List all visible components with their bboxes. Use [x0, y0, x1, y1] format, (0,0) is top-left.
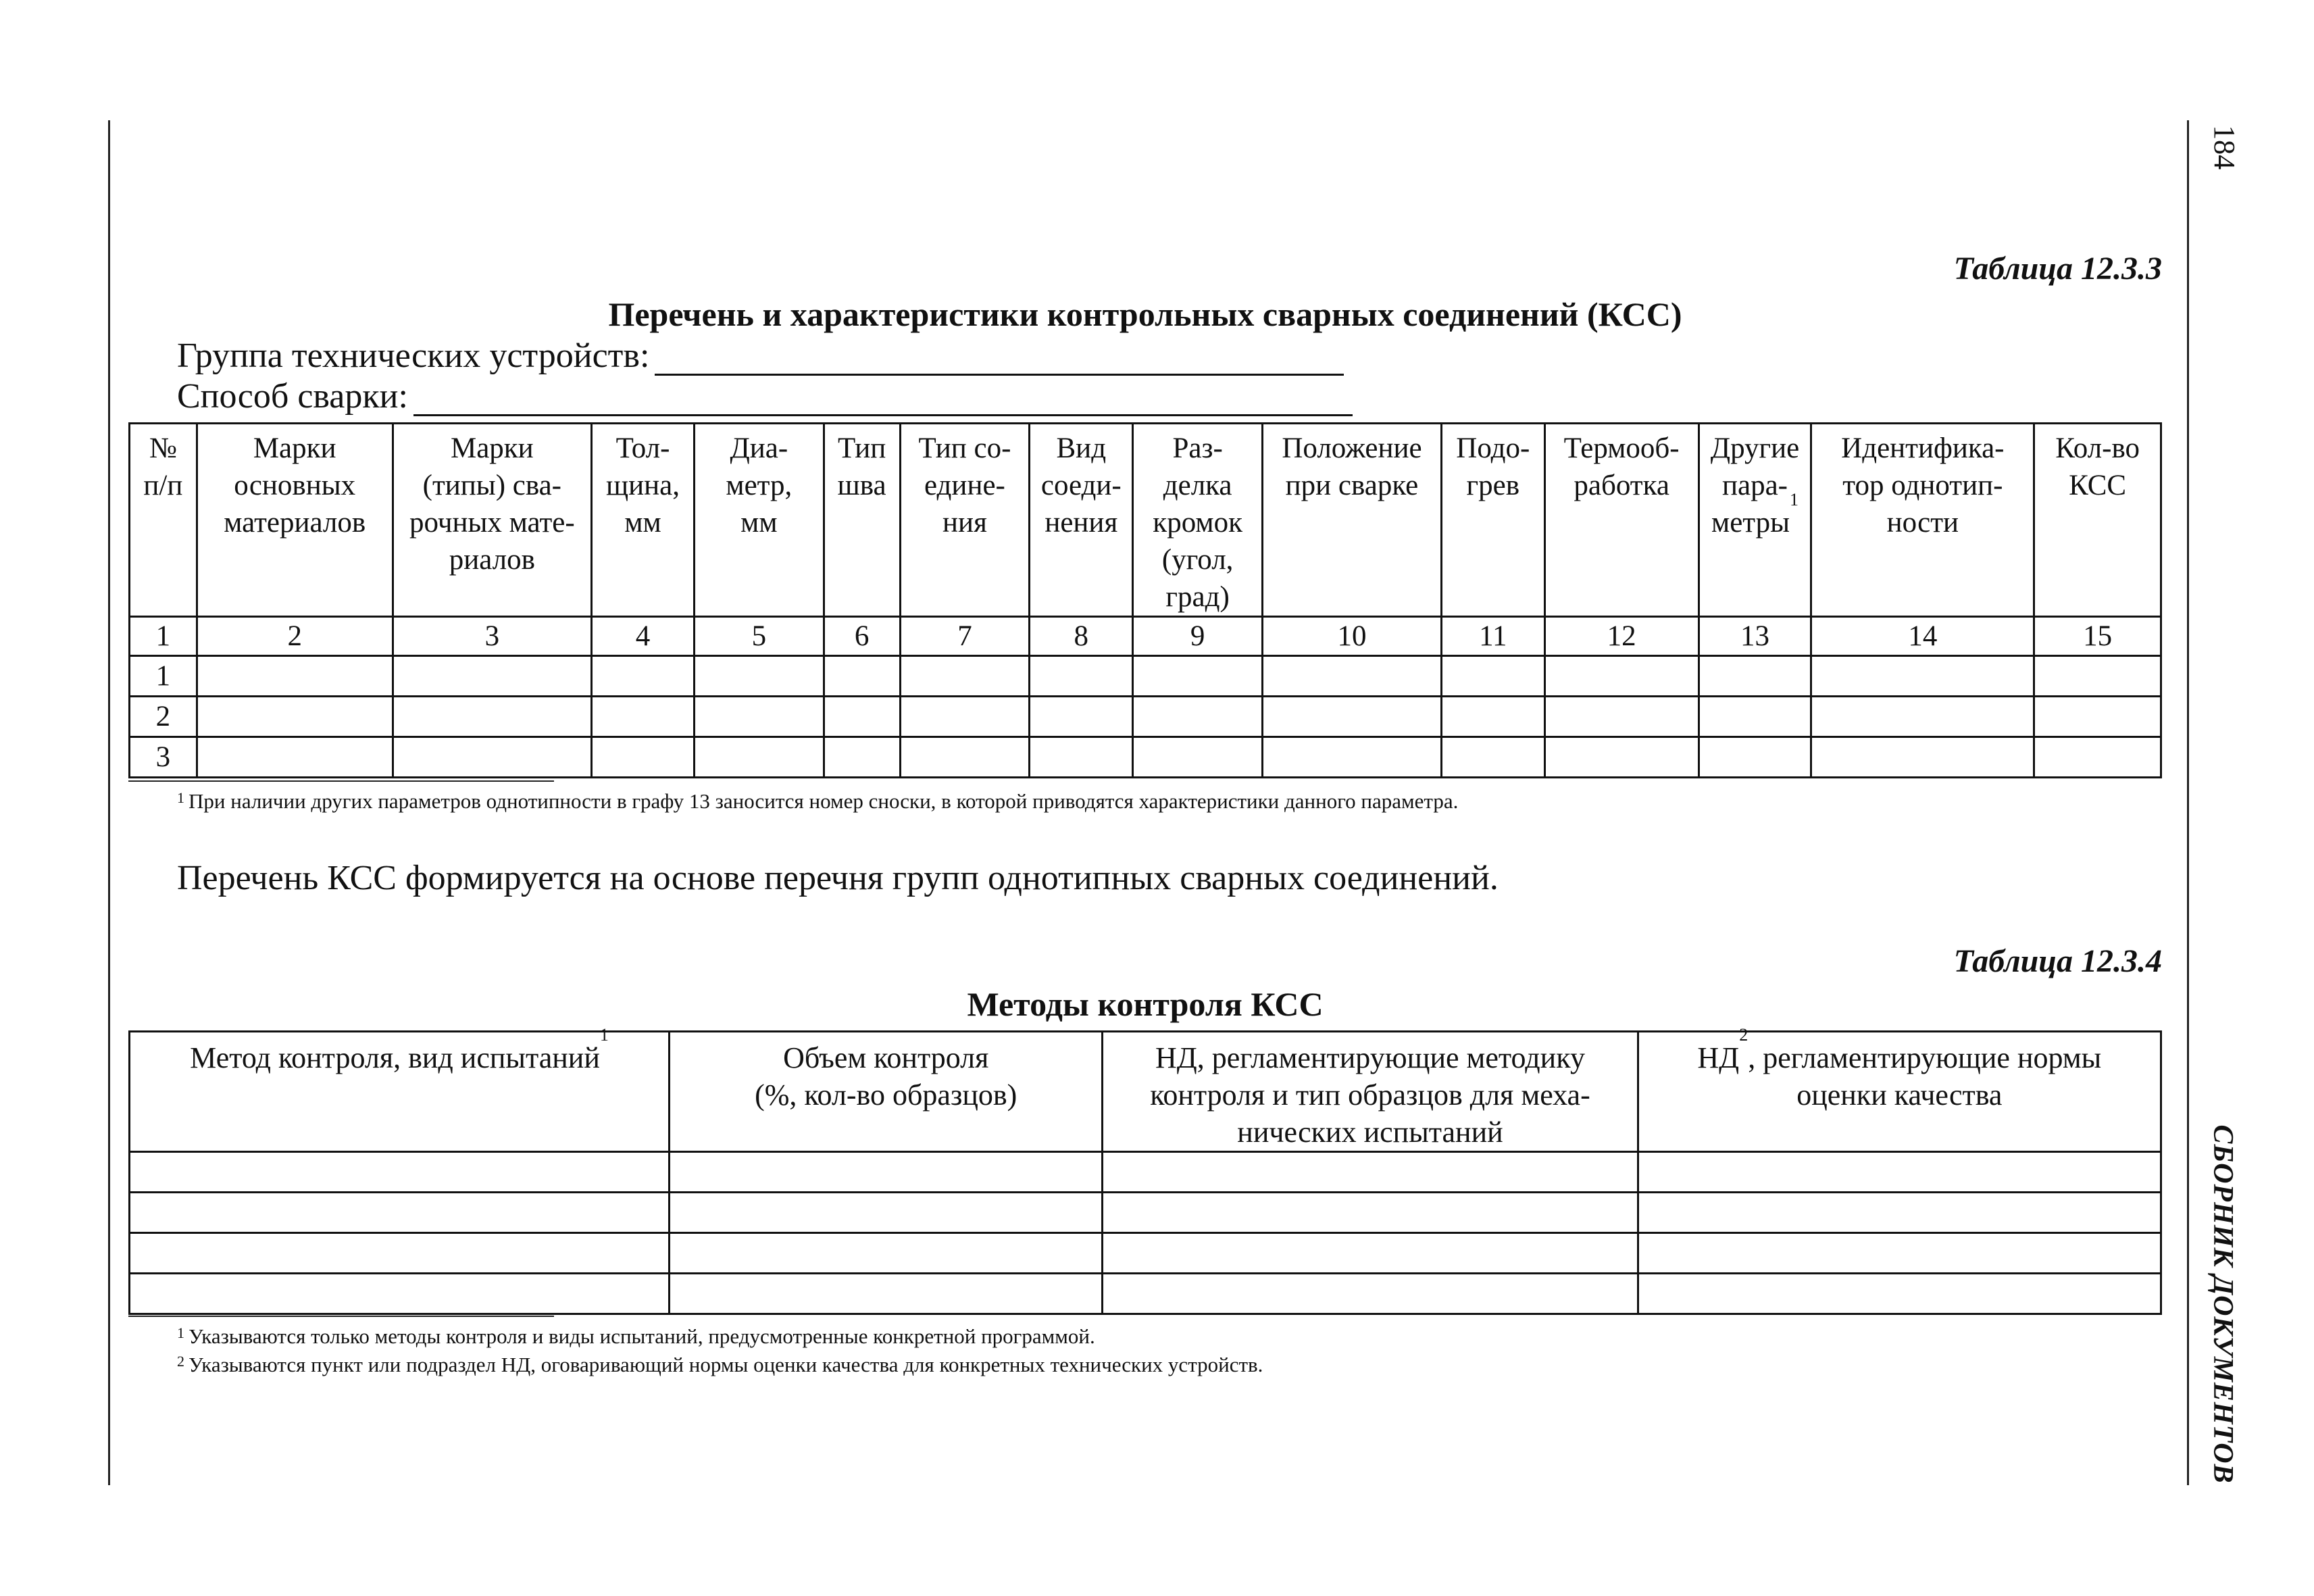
table-cell: [670, 1233, 1103, 1274]
t1-header-14: Идентифика- тор однотип- ности: [1811, 424, 2034, 617]
table-cell: [2034, 656, 2161, 697]
t1-colnum: 8: [1030, 617, 1133, 656]
table2-caption: Таблица 12.3.4: [1953, 943, 2162, 979]
table-cell: [1638, 1193, 2161, 1233]
t1-colnum: 11: [1441, 617, 1544, 656]
table-cell: [900, 697, 1030, 737]
table1-column-number-row: [130, 617, 2161, 656]
t2-header-volume: Объем контроля (%, кол-во образцов): [670, 1032, 1103, 1152]
table1-footnote-mark: 1: [177, 789, 184, 806]
field-device-group: [177, 336, 1344, 376]
t1-header-6: Тип шва: [824, 424, 900, 617]
table-cell: [592, 656, 695, 697]
table-cell: [1103, 1233, 1638, 1274]
table-cell: [670, 1152, 1103, 1193]
field-welding-method-blank: [413, 384, 1353, 416]
table-cell: [1811, 697, 2034, 737]
table-cell: [1133, 697, 1263, 737]
table1-title: Перечень и характеристики контрольных сварных соединений (КСС): [608, 295, 1682, 333]
running-side-title: СБОРНИК ДОКУМЕНТОВ: [2207, 1124, 2238, 1484]
table-cell: [2034, 697, 2161, 737]
t2-header-nd-method: НД, регламентирующие методику контроля и тип образцов для меха- нических испытаний: [1103, 1032, 1638, 1152]
table1: [128, 422, 2162, 778]
table-cell: [1441, 656, 1544, 697]
table2-footnote-1-mark: 1: [177, 1324, 184, 1341]
t1-header-15: Кол-во КСС: [2034, 424, 2161, 617]
field-device-group-blank: [655, 344, 1344, 376]
table-cell: [1544, 737, 1699, 778]
table-row: [130, 737, 2161, 778]
table-cell: [694, 737, 824, 778]
table-cell: [1544, 656, 1699, 697]
table-cell: [900, 656, 1030, 697]
table-row: [130, 656, 2161, 697]
table2: [128, 1025, 2162, 1315]
table-cell: [197, 737, 393, 778]
table1-footnote-rule: [128, 780, 554, 782]
table-cell: [1030, 737, 1133, 778]
t1-colnum: 14: [1811, 617, 2034, 656]
field-welding-method: [177, 376, 1353, 416]
table-cell: [393, 737, 592, 778]
table-cell: [197, 697, 393, 737]
table2-footnote-2-mark: 2: [177, 1353, 184, 1370]
table-cell: [1030, 656, 1133, 697]
t1-header-12: Термооб- работка: [1544, 424, 1699, 617]
table-cell: [1103, 1193, 1638, 1233]
table-cell: [1544, 697, 1699, 737]
table-cell: [670, 1274, 1103, 1314]
table-cell: [1103, 1274, 1638, 1314]
table2-footnote-1: [177, 1324, 1095, 1349]
table-cell: [1133, 737, 1263, 778]
t1-row-number: 2: [130, 697, 197, 737]
table-row: [130, 1233, 2161, 1274]
t1-colnum: 13: [1699, 617, 1811, 656]
t1-colnum: 6: [824, 617, 900, 656]
t1-header-9: Раз- делка кромок (угол, град): [1133, 424, 1263, 617]
page-number: 184: [2208, 125, 2241, 170]
t1-colnum: 5: [694, 617, 824, 656]
table-cell: [1638, 1152, 2161, 1193]
t1-row-number: 3: [130, 737, 197, 778]
table2-title: Методы контроля КСС: [967, 985, 1324, 1023]
table2-footnote-2: [177, 1353, 1263, 1377]
table-cell: [1811, 737, 2034, 778]
table-cell: [1441, 737, 1544, 778]
table2-footnote-rule: [128, 1316, 554, 1317]
field-welding-method-label: Способ сварки:: [177, 377, 408, 416]
table-cell: [130, 1274, 670, 1314]
t1-colnum: 12: [1544, 617, 1699, 656]
table-cell: [1263, 656, 1442, 697]
table-cell: [824, 697, 900, 737]
table-cell: [694, 656, 824, 697]
t1-header-8: Вид соеди- нения: [1030, 424, 1133, 617]
right-margin-rule: [2187, 120, 2189, 1485]
t1-header-7: Тип со- едине- ния: [900, 424, 1030, 617]
table-cell: [1030, 697, 1133, 737]
t1-header-13: Другие пара- метры$^1$: [1699, 424, 1811, 617]
t1-colnum: 10: [1263, 617, 1442, 656]
table-cell: [1699, 656, 1811, 697]
t1-colnum: 4: [592, 617, 695, 656]
table-cell: [393, 697, 592, 737]
t2-header-method-sup: 1: [599, 1025, 609, 1045]
table-cell: [824, 656, 900, 697]
table-cell: [1133, 656, 1263, 697]
table1-header-row: [130, 424, 2161, 617]
t2-header-method: Метод контроля, вид испытаний$^1$: [130, 1032, 670, 1152]
t1-colnum: 7: [900, 617, 1030, 656]
t1-header-1: № п/п: [130, 424, 197, 617]
table1-footnote: [177, 789, 1458, 814]
table-cell: [1699, 697, 1811, 737]
table-row: [130, 1152, 2161, 1193]
table-cell: [592, 697, 695, 737]
table-cell: [1699, 737, 1811, 778]
t2-header-nd-norms: $НД^2$, регламентирующие нормы оценки качества: [1638, 1032, 2161, 1152]
table-cell: [1263, 737, 1442, 778]
table-cell: [130, 1233, 670, 1274]
table-cell: [824, 737, 900, 778]
table1-footnote-text: При наличии других параметров однотипности в графу 13 заносится номер сноски, в которой приводятся характеристики данного параметра.: [188, 789, 1459, 813]
left-margin-rule: [108, 120, 110, 1485]
table2-header-row: [130, 1032, 2161, 1152]
table-cell: [393, 656, 592, 697]
t1-header-4: Тол- щина, мм: [592, 424, 695, 617]
table1-caption: Таблица 12.3.3: [1953, 251, 2162, 286]
table-row: [130, 697, 2161, 737]
table-cell: [130, 1193, 670, 1233]
table-cell: [1811, 656, 2034, 697]
table-cell: [197, 656, 393, 697]
t1-header-11: Подо- грев: [1441, 424, 1544, 617]
t1-header-3: Марки (типы) сва- рочных мате- риалов: [393, 424, 592, 617]
t1-colnum: 3: [393, 617, 592, 656]
t1-colnum: 2: [197, 617, 393, 656]
table-cell: [130, 1152, 670, 1193]
table2-footnote-1-text: Указываются только методы контроля и виды испытаний, предусмотренные конкретной программой.: [188, 1324, 1095, 1348]
t1-header-13-sup: 1: [1790, 490, 1799, 509]
t1-colnum: 1: [130, 617, 197, 656]
table-row: [130, 1274, 2161, 1314]
table-cell: [670, 1193, 1103, 1233]
t1-row-number: 1: [130, 656, 197, 697]
t1-header-2: Марки основных материалов: [197, 424, 393, 617]
table2-footnote-2-text: Указываются пункт или подраздел НД, оговаривающий нормы оценки качества для конкретных технических устройств.: [188, 1353, 1263, 1376]
table-cell: [2034, 737, 2161, 778]
table-row: [130, 1193, 2161, 1233]
table-cell: [694, 697, 824, 737]
table-cell: [1638, 1274, 2161, 1314]
t2-header-nd-norms-sup: 2: [1739, 1025, 1749, 1045]
t1-header-5: Диа- метр, мм: [694, 424, 824, 617]
body-paragraph: Перечень КСС формируется на основе перечня групп однотипных сварных соединений.: [177, 859, 1499, 897]
table-cell: [1263, 697, 1442, 737]
table-cell: [1103, 1152, 1638, 1193]
t1-colnum: 15: [2034, 617, 2161, 656]
table-cell: [1441, 697, 1544, 737]
t1-colnum: 9: [1133, 617, 1263, 656]
table-cell: [900, 737, 1030, 778]
table-cell: [592, 737, 695, 778]
field-device-group-label: Группа технических устройств:: [177, 336, 650, 375]
table-cell: [1638, 1233, 2161, 1274]
t1-header-10: Положение при сварке: [1263, 424, 1442, 617]
